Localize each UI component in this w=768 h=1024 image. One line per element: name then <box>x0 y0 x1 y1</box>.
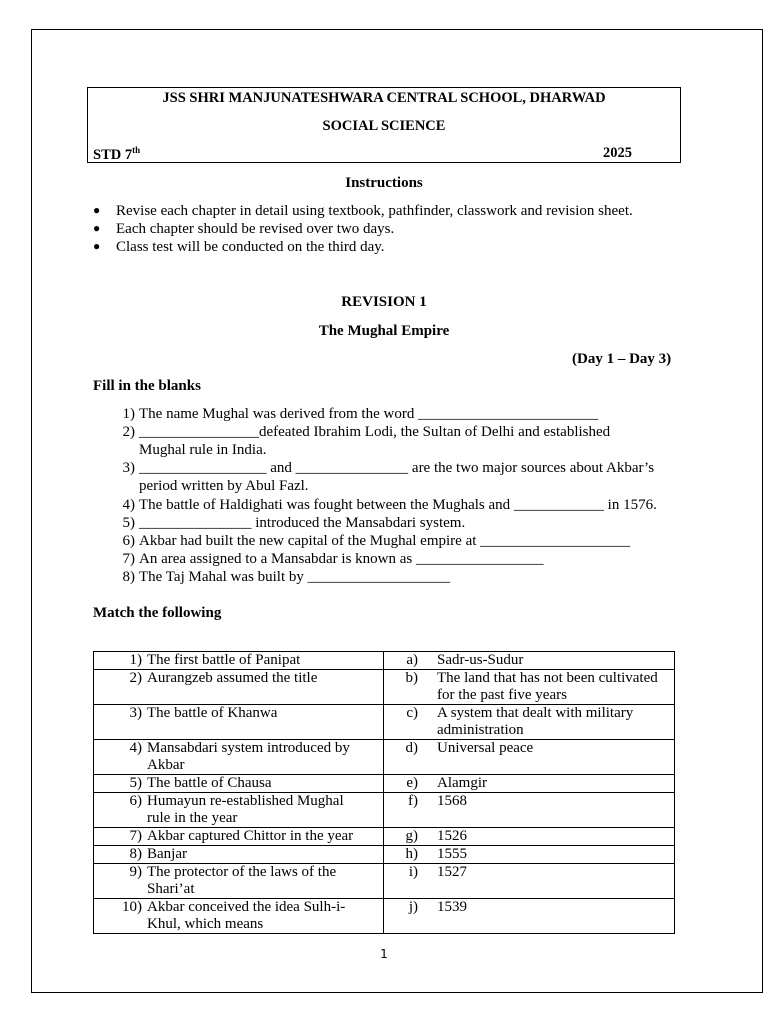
match-item-left <box>94 705 383 722</box>
item-number: 7) <box>122 551 135 567</box>
match-number-right: g) <box>405 828 418 844</box>
match-text-left: Mansabdari system introduced by <box>147 740 350 756</box>
item-text: period written by Abul Fazl. <box>139 478 309 494</box>
match-text-left: rule in the year <box>147 810 238 826</box>
match-cell-left <box>94 793 384 828</box>
match-number-left: 6) <box>129 793 142 809</box>
match-row <box>94 670 675 705</box>
match-row <box>94 846 675 864</box>
match-text-right: Sadr-us-Sudur <box>437 652 524 668</box>
item-number: 8) <box>122 569 135 585</box>
match-row <box>94 864 675 899</box>
match-number-left: 2) <box>129 670 142 686</box>
item-number: 2) <box>122 424 135 440</box>
match-cell-left <box>94 775 384 793</box>
subject-title: SOCIAL SCIENCE <box>322 118 446 134</box>
match-item-right <box>384 846 674 863</box>
school-name: JSS SHRI MANJUNATESHWARA CENTRAL SCHOOL, DHARWAD <box>162 90 606 106</box>
match-text-right: administration <box>437 722 524 738</box>
bullet-icon: ● <box>93 221 101 235</box>
match-row <box>94 705 675 740</box>
instruction-text: Class test will be conducted on the third day. <box>116 239 385 255</box>
instruction-item <box>93 221 394 238</box>
year-label: 2025 <box>603 145 632 161</box>
match-number-left: 9) <box>129 864 142 880</box>
item-text: _______________ introduced the Mansabdari system. <box>139 515 466 531</box>
match-number-right: i) <box>408 864 418 880</box>
match-row <box>94 899 675 934</box>
match-item-left <box>94 828 383 845</box>
match-number-right: e) <box>406 775 418 791</box>
match-item-left <box>94 740 383 774</box>
match-item-right <box>384 670 674 704</box>
match-row <box>94 652 675 670</box>
match-number-right: a) <box>406 652 418 668</box>
match-number-right: j) <box>408 899 418 915</box>
match-text-left: Akbar captured Chittor in the year <box>147 828 354 844</box>
match-cell-left <box>94 846 384 864</box>
match-item-left <box>94 793 383 827</box>
match-text-left: The battle of Chausa <box>147 775 272 791</box>
match-number-right: d) <box>405 740 418 756</box>
match-number-left: 1) <box>129 652 142 668</box>
match-text-right: The land that has not been cultivated <box>437 670 658 686</box>
item-text: Mughal rule in India. <box>139 442 267 458</box>
match-cell-left <box>94 828 384 846</box>
item-text: An area assigned to a Mansabdar is known as _________________ <box>139 551 544 567</box>
item-text: _________________ and _______________ are the two major sources about Akbar’s <box>139 460 655 476</box>
match-item-left <box>94 652 383 669</box>
match-cell-right <box>384 864 675 899</box>
match-item-right <box>384 793 674 810</box>
match-text-right: for the past five years <box>437 687 567 703</box>
match-text-left: The protector of the laws of the <box>147 864 337 880</box>
instruction-text: Each chapter should be revised over two days. <box>116 221 395 237</box>
match-item-left <box>94 670 383 687</box>
match-table <box>93 651 675 934</box>
match-number-left: 4) <box>129 740 142 756</box>
instruction-text: Revise each chapter in detail using textbook, pathfinder, classwork and revision sheet. <box>116 203 633 219</box>
match-item-left <box>94 846 383 863</box>
match-text-left: Shari’at <box>147 881 195 897</box>
match-number-left: 7) <box>129 828 142 844</box>
item-text: Akbar had built the new capital of the Mughal empire at ____________________ <box>139 533 631 549</box>
standard-text: STD 7 <box>93 146 133 163</box>
item-text: ________________defeated Ibrahim Lodi, the Sultan of Delhi and established <box>139 424 611 440</box>
match-text-right: Universal peace <box>437 740 534 756</box>
fill-blanks-title: Fill in the blanks <box>93 378 201 394</box>
match-item-right <box>384 652 674 669</box>
chapter-title: The Mughal Empire <box>318 323 450 339</box>
match-cell-right <box>384 899 675 934</box>
match-text-left: The first battle of Panipat <box>147 652 301 668</box>
day-range: (Day 1 – Day 3) <box>572 351 672 367</box>
match-item-left <box>94 864 383 898</box>
match-text-left: Aurangzeb assumed the title <box>147 670 318 686</box>
match-row <box>94 828 675 846</box>
match-item-right <box>384 775 674 792</box>
match-text-right: 1527 <box>437 864 467 880</box>
match-number-right: h) <box>405 846 418 862</box>
match-text-right: 1568 <box>437 793 467 809</box>
match-item-right <box>384 705 674 739</box>
match-number-left: 10) <box>122 899 142 915</box>
standard-label <box>93 145 140 164</box>
item-text: The name Mughal was derived from the word ________________________ <box>139 406 599 422</box>
match-cell-left <box>94 864 384 899</box>
instructions-title: Instructions <box>345 175 423 191</box>
match-cell-right <box>384 670 675 705</box>
match-cell-right <box>384 846 675 864</box>
match-text-left: Akbar conceived the idea Sulh-i- <box>147 899 346 915</box>
match-text-left: The battle of Khanwa <box>147 705 278 721</box>
match-title: Match the following <box>93 605 222 621</box>
match-text-left: Banjar <box>147 846 187 862</box>
match-text-right: Alamgir <box>437 775 487 791</box>
match-number-right: c) <box>406 705 418 721</box>
match-text-left: Humayun re-established Mughal <box>147 793 344 809</box>
match-number-left: 8) <box>129 846 142 862</box>
match-text-right: 1539 <box>437 899 467 915</box>
match-row <box>94 740 675 775</box>
item-number: 5) <box>122 515 135 531</box>
item-text: The battle of Haldighati was fought between the Mughals and ____________ in 1576. <box>139 497 657 513</box>
match-number-right: b) <box>405 670 418 686</box>
item-number: 1) <box>122 406 135 422</box>
revision-title: REVISION 1 <box>341 294 427 310</box>
match-row <box>94 793 675 828</box>
standard-superscript: th <box>132 145 141 155</box>
match-text-right: 1526 <box>437 828 467 844</box>
match-cell-left <box>94 652 384 670</box>
match-cell-right <box>384 740 675 775</box>
match-cell-left <box>94 899 384 934</box>
instruction-item <box>93 239 385 256</box>
page-number: 1 <box>380 947 388 961</box>
item-number: 4) <box>122 497 135 513</box>
match-text-right: A system that dealt with military <box>437 705 634 721</box>
match-cell-right <box>384 775 675 793</box>
match-item-left <box>94 899 383 933</box>
match-cell-right <box>384 652 675 670</box>
match-row <box>94 775 675 793</box>
bullet-icon: ● <box>93 203 101 217</box>
match-number-right: f) <box>408 793 418 809</box>
match-cell-left <box>94 705 384 740</box>
item-text: The Taj Mahal was built by ___________________ <box>139 569 451 585</box>
match-item-right <box>384 899 674 916</box>
match-table-body <box>94 652 675 934</box>
match-text-right: 1555 <box>437 846 467 862</box>
bullet-icon: ● <box>93 239 101 253</box>
item-number: 3) <box>122 460 135 476</box>
instruction-item <box>93 203 633 220</box>
match-cell-right <box>384 705 675 740</box>
match-cell-right <box>384 793 675 828</box>
match-item-right <box>384 740 674 757</box>
match-cell-left <box>94 670 384 705</box>
match-text-left: Khul, which means <box>147 916 264 932</box>
match-text-left: Akbar <box>147 757 185 773</box>
match-cell-left <box>94 740 384 775</box>
match-item-right <box>384 828 674 845</box>
match-cell-right <box>384 828 675 846</box>
match-number-left: 3) <box>129 705 142 721</box>
match-number-left: 5) <box>129 775 142 791</box>
match-item-right <box>384 864 674 881</box>
item-number: 6) <box>122 533 135 549</box>
match-item-left <box>94 775 383 792</box>
